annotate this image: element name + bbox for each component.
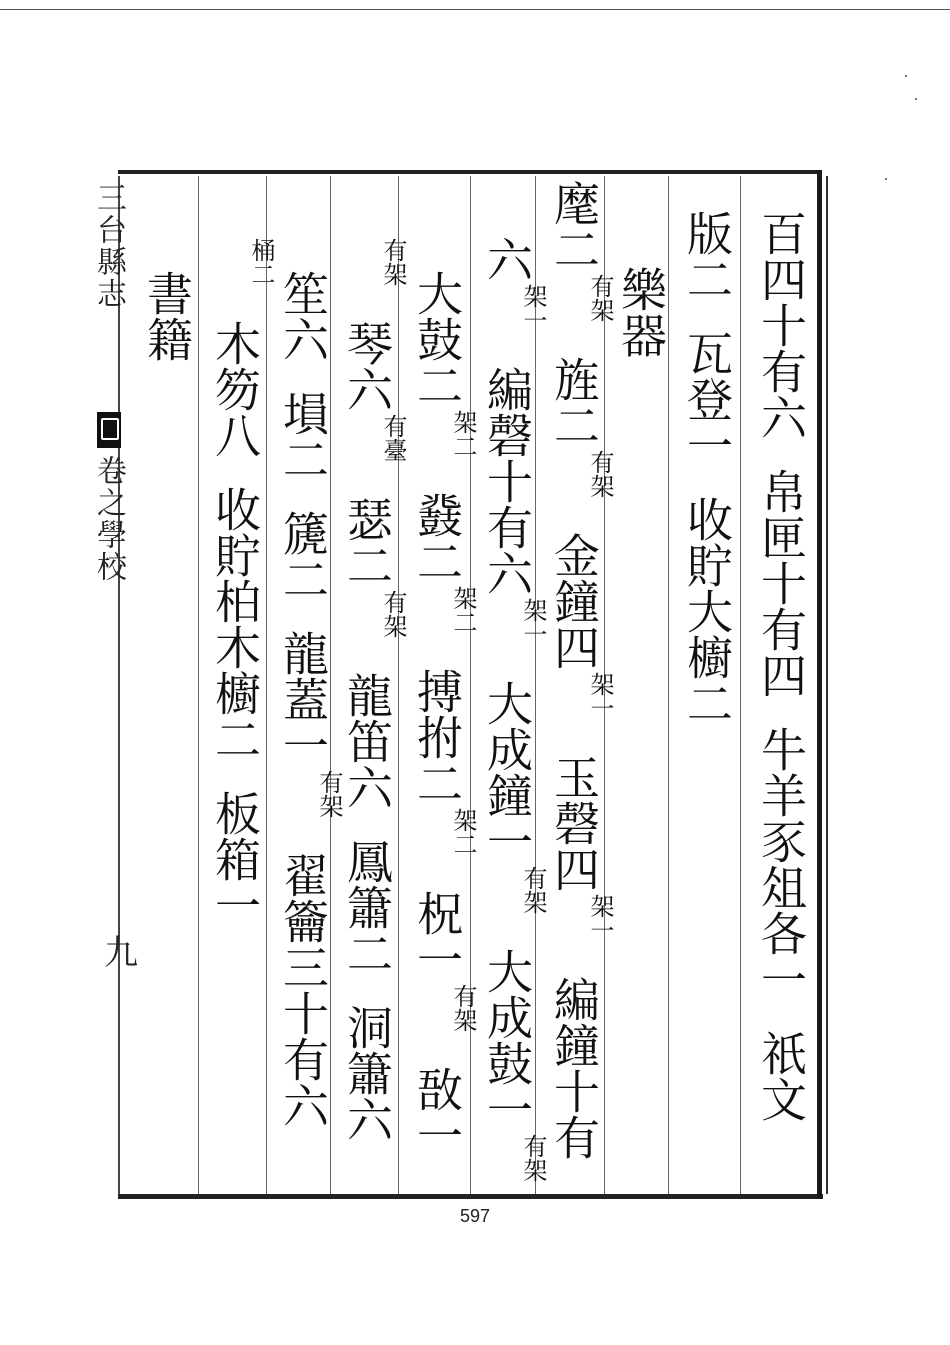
scan-speck (915, 98, 917, 100)
text-segment: 玉磬四 (547, 754, 601, 892)
annotation-note: 有架 (519, 1134, 547, 1182)
text-segment: 笙六 (276, 270, 330, 362)
text-segment: 編鐘十有 (547, 976, 601, 1160)
text-column-5 (478, 236, 546, 1188)
text-segment: 木笏八 (208, 320, 262, 458)
text-column-9 (206, 236, 274, 928)
text-segment: 翟籥三十有六 (276, 852, 330, 1128)
text-segment: 瑟二 (340, 496, 394, 588)
margin-chapter: 卷之學校 (91, 455, 126, 583)
frame-top-border (118, 170, 820, 174)
text-column-8 (274, 270, 342, 1128)
text-segment: 樂器 (614, 266, 668, 358)
text-segment: 六 (480, 236, 534, 282)
text-segment: 大成鐘一 (480, 680, 534, 864)
margin-rule (118, 176, 120, 1194)
column-rule (740, 176, 741, 1194)
text-segment: 柷一 (410, 890, 464, 982)
margin-title: 三台縣志 (91, 182, 126, 310)
annotation-note: 有架 (379, 590, 407, 638)
text-segment: 帛匣十有四 (754, 468, 808, 698)
top-rule (0, 9, 950, 10)
text-segment: 大鼓二 (410, 270, 464, 408)
annotation-note: 架一 (586, 672, 614, 720)
fishtail-mark-icon (97, 412, 121, 448)
annotation-note: 架二 (449, 410, 477, 458)
text-segment: 塤二 (276, 390, 330, 482)
text-segment: 篪二 (276, 510, 330, 602)
text-column-1 (752, 210, 810, 1122)
text-segment: 龍笛六 (340, 672, 394, 810)
text-column-2 (678, 210, 736, 726)
text-segment: 版二 (680, 210, 734, 302)
text-segment: 收貯大櫥二 (680, 496, 734, 726)
annotation-note: 架一 (519, 598, 547, 646)
text-column-6 (408, 270, 476, 1158)
annotation-note: 架一 (586, 894, 614, 942)
annotation-note: 架一 (519, 284, 547, 332)
text-segment: 鼗二 (410, 492, 464, 584)
text-column-10 (138, 270, 196, 362)
text-segment: 書籍 (140, 270, 194, 362)
text-segment: 牛羊豕俎各一 (754, 726, 808, 1002)
annotation-note: 架二 (449, 808, 477, 856)
text-segment: 旌二 (547, 356, 601, 448)
text-segment: 瓦登一 (680, 330, 734, 468)
page-number: 597 (459, 1206, 491, 1226)
text-segment: 編磬十有六 (480, 366, 534, 596)
scan-speck (905, 75, 907, 77)
text-segment: 敔一 (410, 1066, 464, 1158)
annotation-note: 有架 (586, 450, 614, 498)
text-segment: 麾二 (547, 180, 601, 272)
text-segment: 祇文 (754, 1030, 808, 1122)
column-rule (198, 176, 199, 1194)
annotation-note: 有架 (449, 984, 477, 1032)
margin-leaf-number: 九 (104, 933, 138, 973)
annotation-note: 桶二 (247, 238, 275, 286)
text-column-7 (338, 236, 406, 1142)
text-segment: 搏拊二 (410, 668, 464, 806)
annotation-note: 有架 (519, 866, 547, 914)
text-segment: 板箱一 (208, 790, 262, 928)
text-segment: 琴六 (340, 320, 394, 412)
text-segment: 大成鼓一 (480, 948, 534, 1132)
frame-bottom-border (118, 1194, 823, 1199)
frame-right-border (817, 170, 822, 1199)
text-segment: 鳳簫二 (340, 838, 394, 976)
text-segment: 洞簫六 (340, 1004, 394, 1142)
annotation-note: 有架 (586, 274, 614, 322)
annotation-note: 有架 (315, 770, 343, 818)
annotation-note: 有架 (379, 238, 407, 286)
annotation-note: 架二 (449, 586, 477, 634)
frame-right-inner-border (826, 176, 828, 1194)
annotation-note: 有臺 (379, 414, 407, 462)
text-segment: 百四十有六 (754, 210, 808, 440)
text-column-3 (612, 266, 670, 358)
text-segment: 龍蓋一 (276, 630, 330, 768)
text-segment: 收貯柏木櫥二 (208, 486, 262, 762)
scan-speck (885, 178, 887, 180)
text-column-4 (545, 180, 613, 1160)
text-segment: 金鐘四 (547, 532, 601, 670)
